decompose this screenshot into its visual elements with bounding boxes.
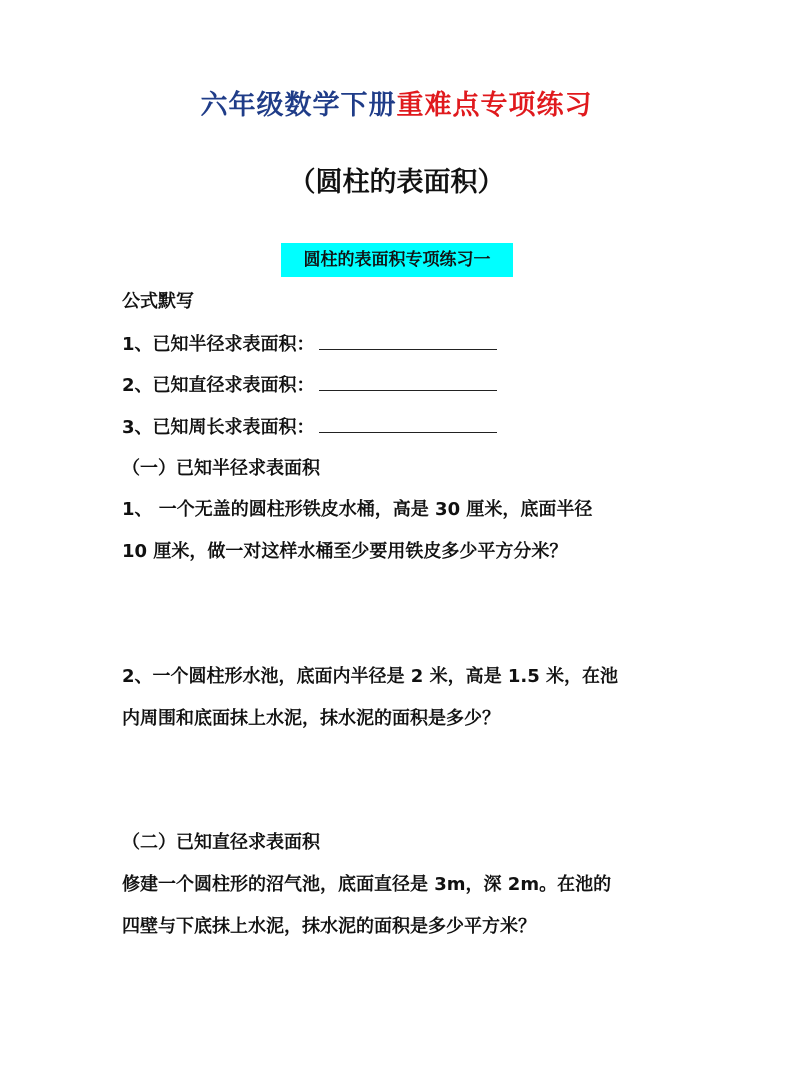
formula-label: 2、已知直径求表面积： xyxy=(122,375,315,396)
answer-blank[interactable] xyxy=(319,372,497,391)
part1-heading: （一）已知半径求表面积 xyxy=(122,458,320,479)
formula-label: 3、已知周长求表面积： xyxy=(122,417,315,438)
answer-blank[interactable] xyxy=(319,414,497,433)
question-text: 内周围和底面抹上水泥，抹水泥的面积是多少？ xyxy=(122,708,500,729)
question-text: 10 厘米，做一对这样水桶至少要用铁皮多少平方分米？ xyxy=(122,541,568,562)
title-part-grade: 六年级数学下册 xyxy=(200,90,397,121)
question-text: 1、 一个无盖的圆柱形铁皮水桶，高是 30 厘米，底面半径 xyxy=(122,499,593,520)
section-banner: 圆柱的表面积专项练习一 xyxy=(281,243,513,277)
page-subtitle: （圆柱的表面积） xyxy=(288,167,505,198)
page-title xyxy=(0,83,793,122)
part2-heading: （二）已知直径求表面积 xyxy=(122,832,320,853)
formula-label: 1、已知半径求表面积： xyxy=(122,334,315,355)
answer-blank[interactable] xyxy=(319,331,497,350)
formula-item xyxy=(122,414,497,441)
question-text: 修建一个圆柱形的沼气池，底面直径是 3m，深 2m。在池的 xyxy=(122,874,612,895)
title-part-focus: 重难点专项练习 xyxy=(396,90,593,121)
question-text: 四壁与下底抹上水泥，抹水泥的面积是多少平方米？ xyxy=(122,916,536,937)
formula-item xyxy=(122,331,497,358)
formula-heading: 公式默写 xyxy=(122,291,194,312)
question-text: 2、一个圆柱形水池，底面内半径是 2 米，高是 1.5 米，在池 xyxy=(122,666,618,687)
formula-item xyxy=(122,372,497,399)
